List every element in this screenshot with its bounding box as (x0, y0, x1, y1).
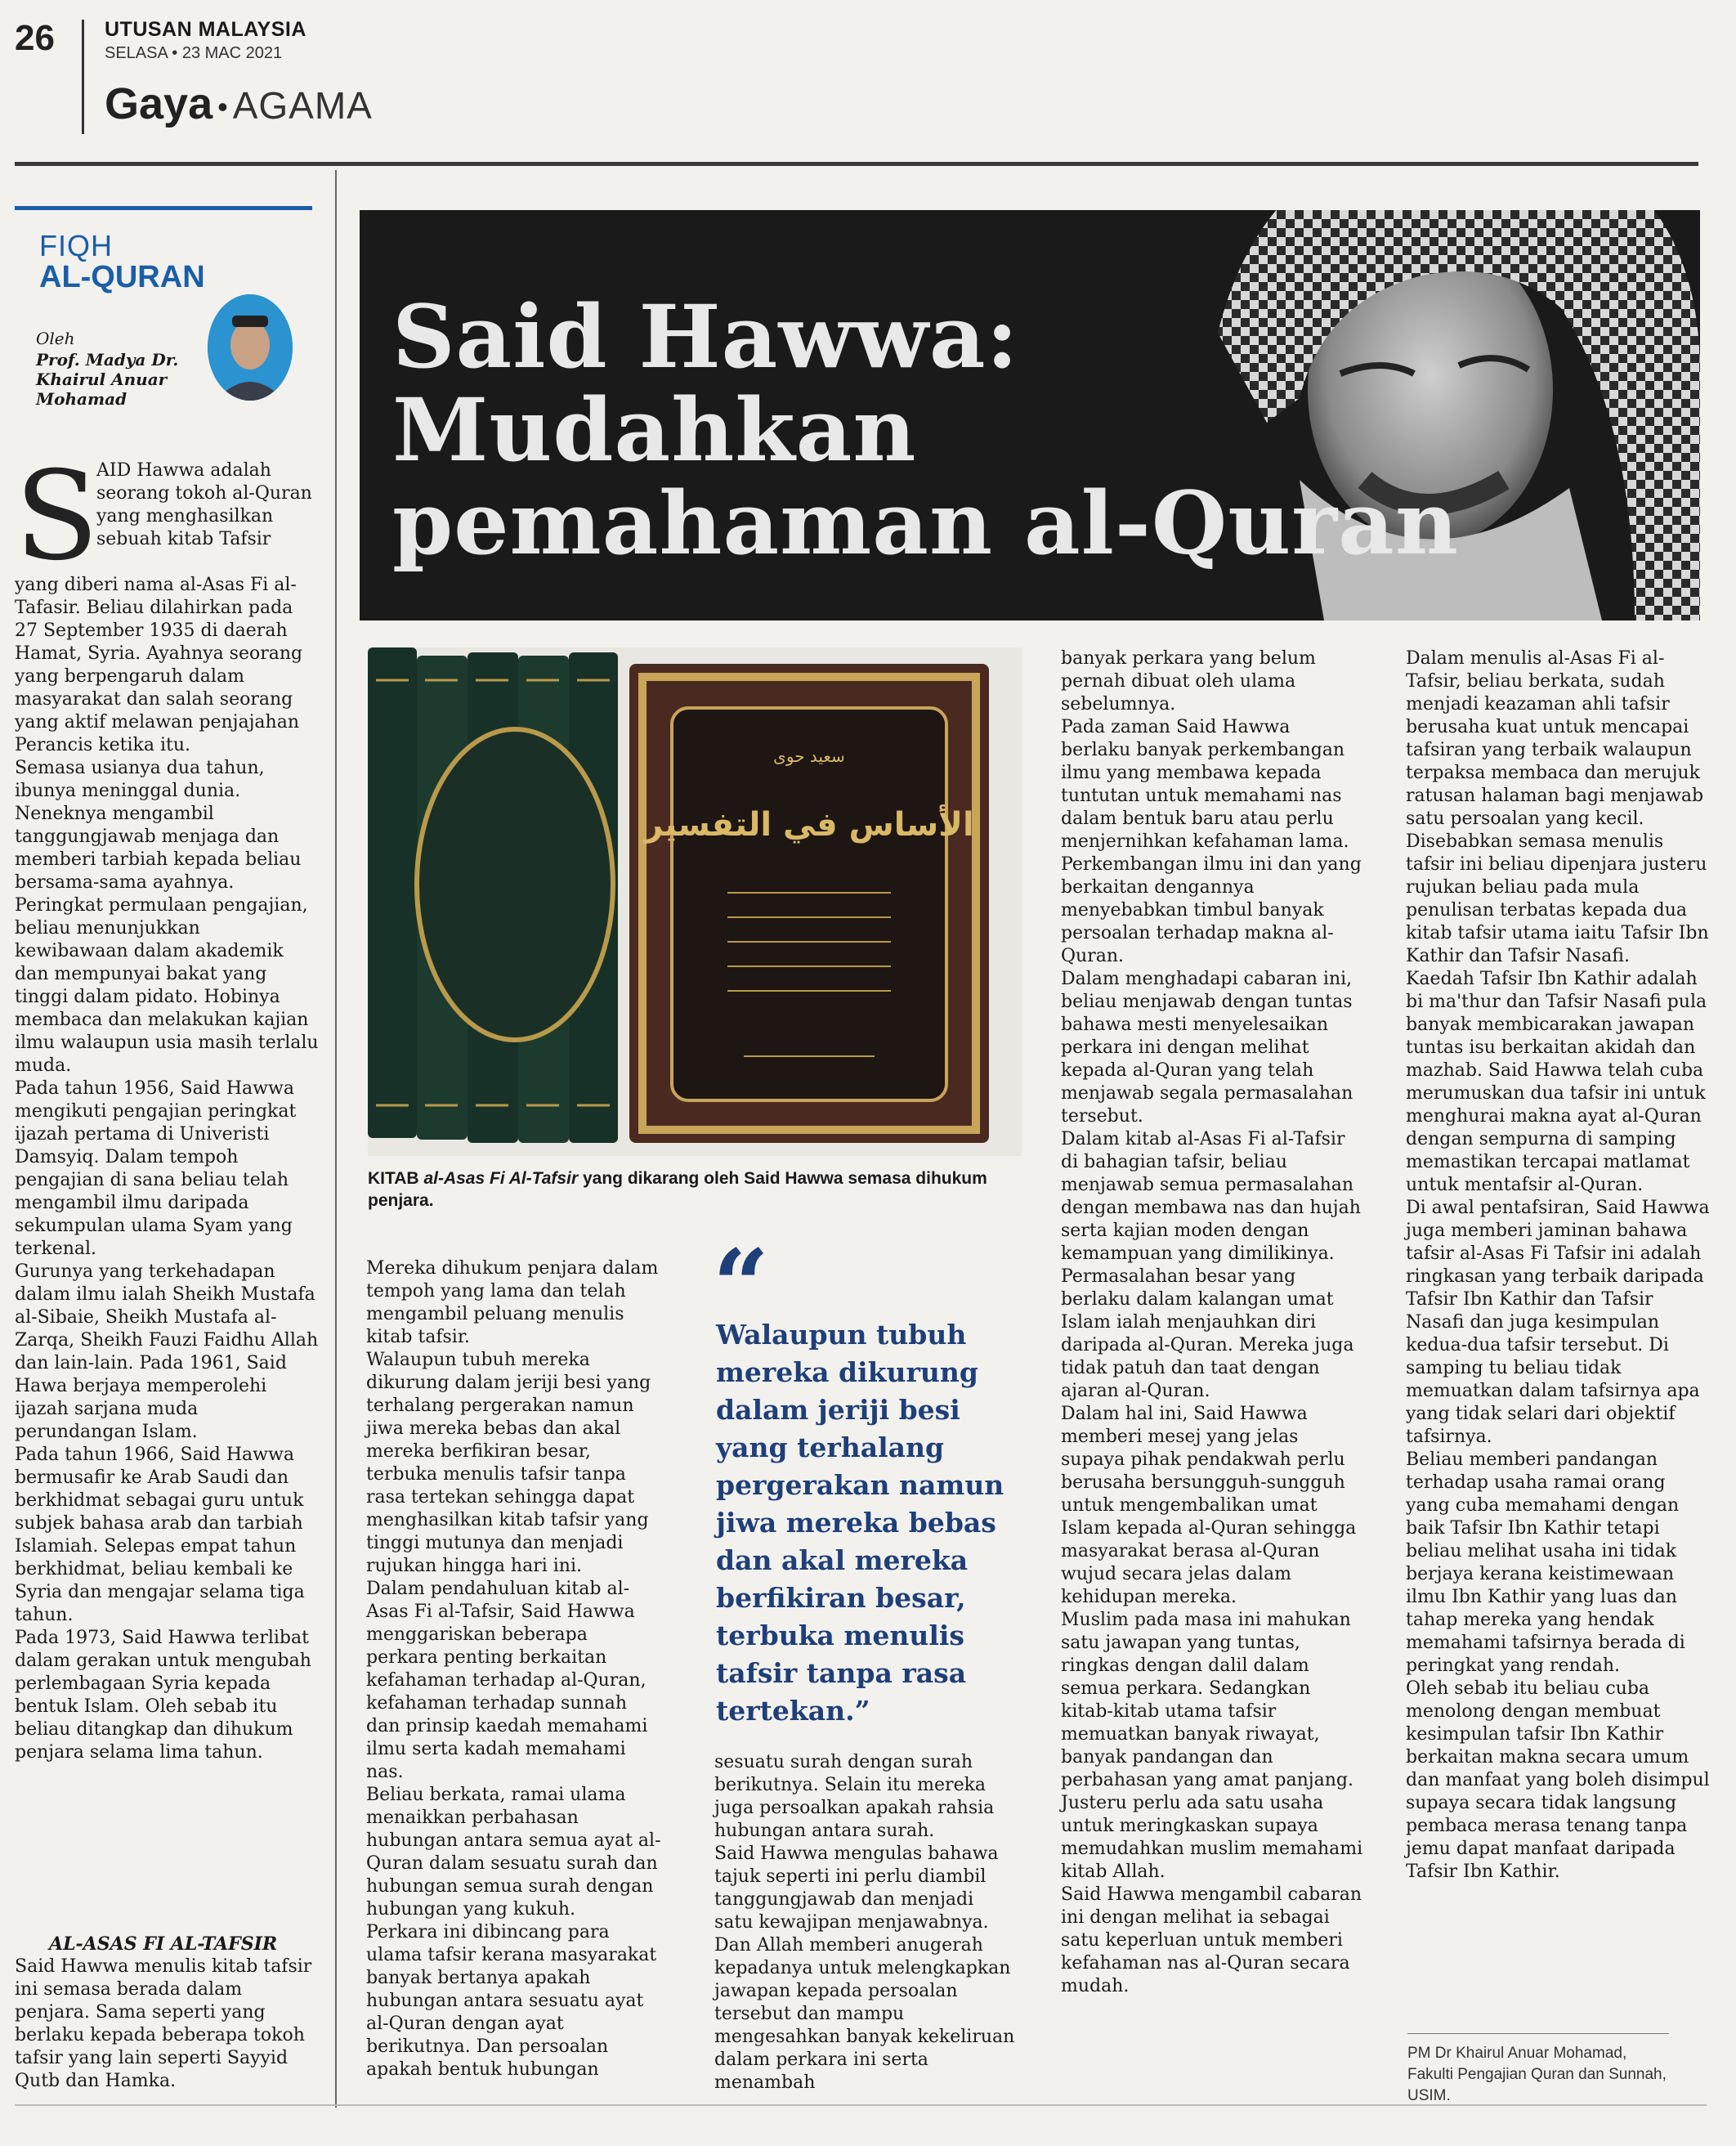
masthead-divider (82, 20, 84, 134)
photo-caption (368, 1167, 1022, 1212)
section-name: Gaya (105, 79, 213, 128)
author-photo (208, 294, 293, 401)
caption-lead: KITAB (368, 1169, 419, 1188)
article-column-2: Mereka dihukum penjara dalam tempoh yang lama dan telah mengambil peluang menulis kitab tafsir. Walaupun tubuh mereka dikurung dalam jeriji besi yang terhalang pergerakan namun jiwa mereka bebas dan akal mereka berfikiran besar, terbuka menulis tafsir tanpa rasa tertekan sehingga dapat menghasilkan kitab tafsir yang tinggi mutunya dan menjadi rujukan hingga hari ini. Dalam pendahuluan kitab al-Asas Fi al-Tafsir, Said Hawwa menggariskan beberapa perkara penting berkaitan kefahaman terhadap al-Quran, kefahaman terhadap sunnah dan prinsip kaedah memahami ilmu serta kadah memahami nas. Beliau berkata, ramai ulama menaikkan perbahasan hubungan antara semua ayat al-Quran dalam sesuatu surah dan hubungan semua surah dengan hubungan yang kukuh. Perkara ini dibincang para ulama tafsir kerana masyarakat banyak bertanya apakah hubungan antara sesuatu ayat al-Quran dengan ayat berikutnya. Dan persoalan apakah bentuk hubungan (366, 1258, 661, 2080)
article-column-3: sesuatu surah dengan surah berikutnya. Selain itu mereka juga persoalkan apakah rahsia hubungan antara surah. Said Hawwa mengulas bahawa tajuk seperti ini perlu diambil tanggungjawab dan menjadi satu kewajipan menjawabnya. Dan Allah memberi anugerah kepadanya untuk melengkapkan jawapan kepada persoalan tersebut dan mampu mengesahkan banyak kekeliruan dalam perkara ini serta menambah (714, 1752, 1015, 2093)
section-title (105, 78, 373, 129)
article-subhead: AL-ASAS FI AL-TAFSIR (49, 1933, 278, 1955)
article-intro: AID Hawwa adalah seorang tokoh al-Quran yang menghasilkan sebuah kitab Tafsir (96, 460, 312, 549)
column-rule (335, 170, 337, 2108)
subsection-name: AGAMA (232, 84, 373, 127)
drop-cap: S (15, 446, 99, 588)
headline-line-3: pemahaman al-Quran (392, 472, 1459, 574)
bottom-rule (15, 2104, 1707, 2106)
headline-line-2: Mudahkan (392, 379, 917, 481)
quote-mark-icon: “ (713, 1228, 770, 1343)
article-column-4: banyak perkara yang belum pernah dibuat oleh ulama sebelumnya. Pada zaman Said Hawwa berlaku banyak perkembangan ilmu yang membawa kepada tuntutan untuk memahami nas dalam bentuk baru atau perlu menjernihkan kefahaman lama. Perkembangan ilmu ini dan yang berkaitan dengannya menyebabkan timbul banyak persoalan terhadap makna al-Quran. Dalam menghadapi cabaran ini, beliau menjawab dengan tuntas bahawa mesti menyelesaikan perkara ini dengan melihat kepada al-Quran yang telah menjawab segala permasalahan tersebut. Dalam kitab al-Asas Fi al-Tafsir di bahagian tafsir, beliau menjawab semua permasalahan dengan membawa nas dan hujah serta kajian moden dengan kemampuan yang dimilikinya. Permasalahan besar yang berlaku dalam kalangan umat Islam ialah menjauhkan diri daripada al-Quran. Mereka juga tidak patuh dan taat dengan ajaran al-Quran. Dalam hal ini, Said Hawwa memberi mesej yang jelas supaya pihak pendakwah perlu berusaha bersungguh-sungguh untuk mengembalikan umat Islam kepada al-Quran sehingga masyarakat berasa al-Quran wujud secara jelas dalam kehidupan mereka. Muslim pada masa ini mahukan satu jawapan yang tuntas, ringkas dengan dalil dalam semua perkara. Sedangkan kitab-kitab utama tafsir memuatkan banyak riwayat, banyak pandangan dan perbahasan yang amat panjang. Justeru perlu ada satu usaha untuk meringkaskan supaya memudahkan muslim memahami kitab Allah. Said Hawwa mengambil cabaran ini dengan melihat ia sebagai satu keperluan untuk memberi kefahaman nas al-Quran secara mudah. (1061, 648, 1363, 1996)
top-rule (15, 162, 1698, 166)
article-column-1: yang diberi nama al-Asas Fi al-Tafasir. Beliau dilahirkan pada 27 September 1935 di daerah Hamat, Syria. Ayahnya seorang yang berpengaruh dalam masyarakat dan salah seorang yang aktif melawan penjajahan Perancis ketika itu. Semasa usianya dua tahun, ibunya meninggal dunia. Neneknya mengambil tanggungjawab menjaga dan memberi tarbiah kepada beliau bersama-sama ayahnya. Peringkat permulaan pengajian, beliau menunjukkan kewibawaan dalam akademik dan mempunyai bakat yang tinggi dalam pidato. Hobinya membaca dan melakukan kajian ilmu walaupun usia masih terlalu muda. Pada tahun 1956, Said Hawwa mengikuti pengajian peringkat ijazah pertama di Univeristi Damsyiq. Dalam tempoh pengajian di sana beliau telah mengambil ilmu daripada sekumpulan ulama Syam yang terkenal. Gurunya yang terkehadapan dalam ilmu ialah Sheikh Mustafa al-Sibaie, Sheikh Mustafa al-Zarqa, Sheikh Fauzi Faidhu Allah dan lain-lain. Pada 1961, Said Hawa berjaya memperolehi ijazah sarjana muda perundangan Islam. Pada tahun 1966, Said Hawwa bermusafir ke Arab Saudi dan berkhidmat sebagai guru untuk subjek bahasa arab dan tarbiah Islamiah. Selepas empat tahun berkhidmat, beliau kembali ke Syria dan mengajar selama tiga tahun. Pada 1973, Said Hawwa terlibat dalam gerakan untuk mengubah perlembagaan Syria kepada bentuk Islam. Oleh sebab itu beliau ditangkap dan dihukum penjara selama lima tahun. (15, 575, 319, 1763)
publication-name: UTUSAN MALAYSIA (105, 18, 306, 41)
column-label-top: FIQH (39, 229, 113, 262)
author-signature: PM Dr Khairul Anuar Mohamad, Fakulti Pengajian Quran dan Sunnah, USIM. (1407, 2045, 1667, 2104)
byline-label: Oleh (36, 329, 75, 348)
caption-book-title: al-Asas Fi Al-Tafsir (423, 1169, 579, 1188)
page-number: 26 (15, 18, 55, 58)
svg-text:الأساس في التفسير: الأساس في التفسير (644, 806, 974, 844)
column-label-bottom: AL-QURAN (39, 260, 205, 294)
caption-text: yang dikarang oleh Said Hawwa semasa dihukum penjara. (368, 1169, 987, 1210)
byline-author: Prof. Madya Dr. Khairul Anuar Mohamad (36, 350, 179, 409)
book-photo (368, 647, 1022, 1156)
svg-text:سعيد حوى: سعيد حوى (773, 746, 845, 766)
article-column-1-continued: Said Hawwa menulis kitab tafsir ini semasa berada dalam penjara. Sama seperti yang berlaku kepada beberapa tokoh tafsir yang lain seperti Sayyid Qutb dan Hamka. (15, 1956, 312, 2091)
headline-line-1: Said Hawwa: (392, 285, 1019, 388)
section-dot: • (217, 89, 228, 123)
pull-quote: Walaupun tubuh mereka dikurung dalam jeriji besi yang terhalang pergerakan namun jiwa mereka bebas dan akal mereka berfikiran besar, terbuka menulis tafsir tanpa rasa tertekan.” (716, 1319, 1004, 1727)
signature-rule (1407, 2033, 1669, 2034)
article-column-5: Dalam menulis al-Asas Fi al-Tafsir, beliau berkata, sudah menjadi keazaman ahli tafsir berusaha kuat untuk mencapai tafsiran yang terbaik walaupun terpaksa membaca dan merujuk ratusan halaman bagi menjawab satu persoalan yang kecil. Disebabkan semasa menulis tafsir ini beliau dipenjara justeru rujukan beliau pada mula penulisan terbatas kepada dua kitab tafsir utama iaitu Tafsir Ibn Kathir dan Tafsir Nasafi. Kaedah Tafsir Ibn Kathir adalah bi ma'thur dan Tafsir Nasafi pula banyak membicarakan jawapan tuntas isu berkaitan akidah dan mazhab. Said Hawwa telah cuba merumuskan dua tafsir ini untuk menghurai makna ayat al-Quran dengan sempurna di samping memastikan tercapai matlamat untuk mentafsir al-Quran. Di awal pentafsiran, Said Hawwa juga memberi jaminan bahawa tafsir al-Asas Fi Tafsir ini adalah ringkasan yang terbaik daripada Tafsir Ibn Kathir dan Tafsir Nasafi dan juga kesimpulan kedua-dua tafsir tersebut. Di samping tu beliau tidak memuatkan dalam tafsirnya apa yang tidak selari dari objektif tafsirnya. Beliau memberi pandangan terhadap usaha ramai orang yang cuba memahami dengan baik Tafsir Ibn Kathir tetapi beliau melihat usaha ini tidak berjaya kerana keistimewaan ilmu Ibn Kathir yang luas dan tahap mereka yang hendak memahami tafsirnya berada di peringkat yang rendah. Oleh sebab itu beliau cuba menolong dengan membuat kesimpulan tafsir Ibn Kathir berkaitan makna secara umum dan manfaat yang boleh disimpul supaya secara tidak langsung pembaca merasa tenang tanpa jemu dapat manfaat daripada Tafsir Ibn Kathir. (1406, 648, 1710, 1882)
headline (392, 285, 1459, 574)
publication-date: SELASA • 23 MAC 2021 (105, 44, 283, 62)
